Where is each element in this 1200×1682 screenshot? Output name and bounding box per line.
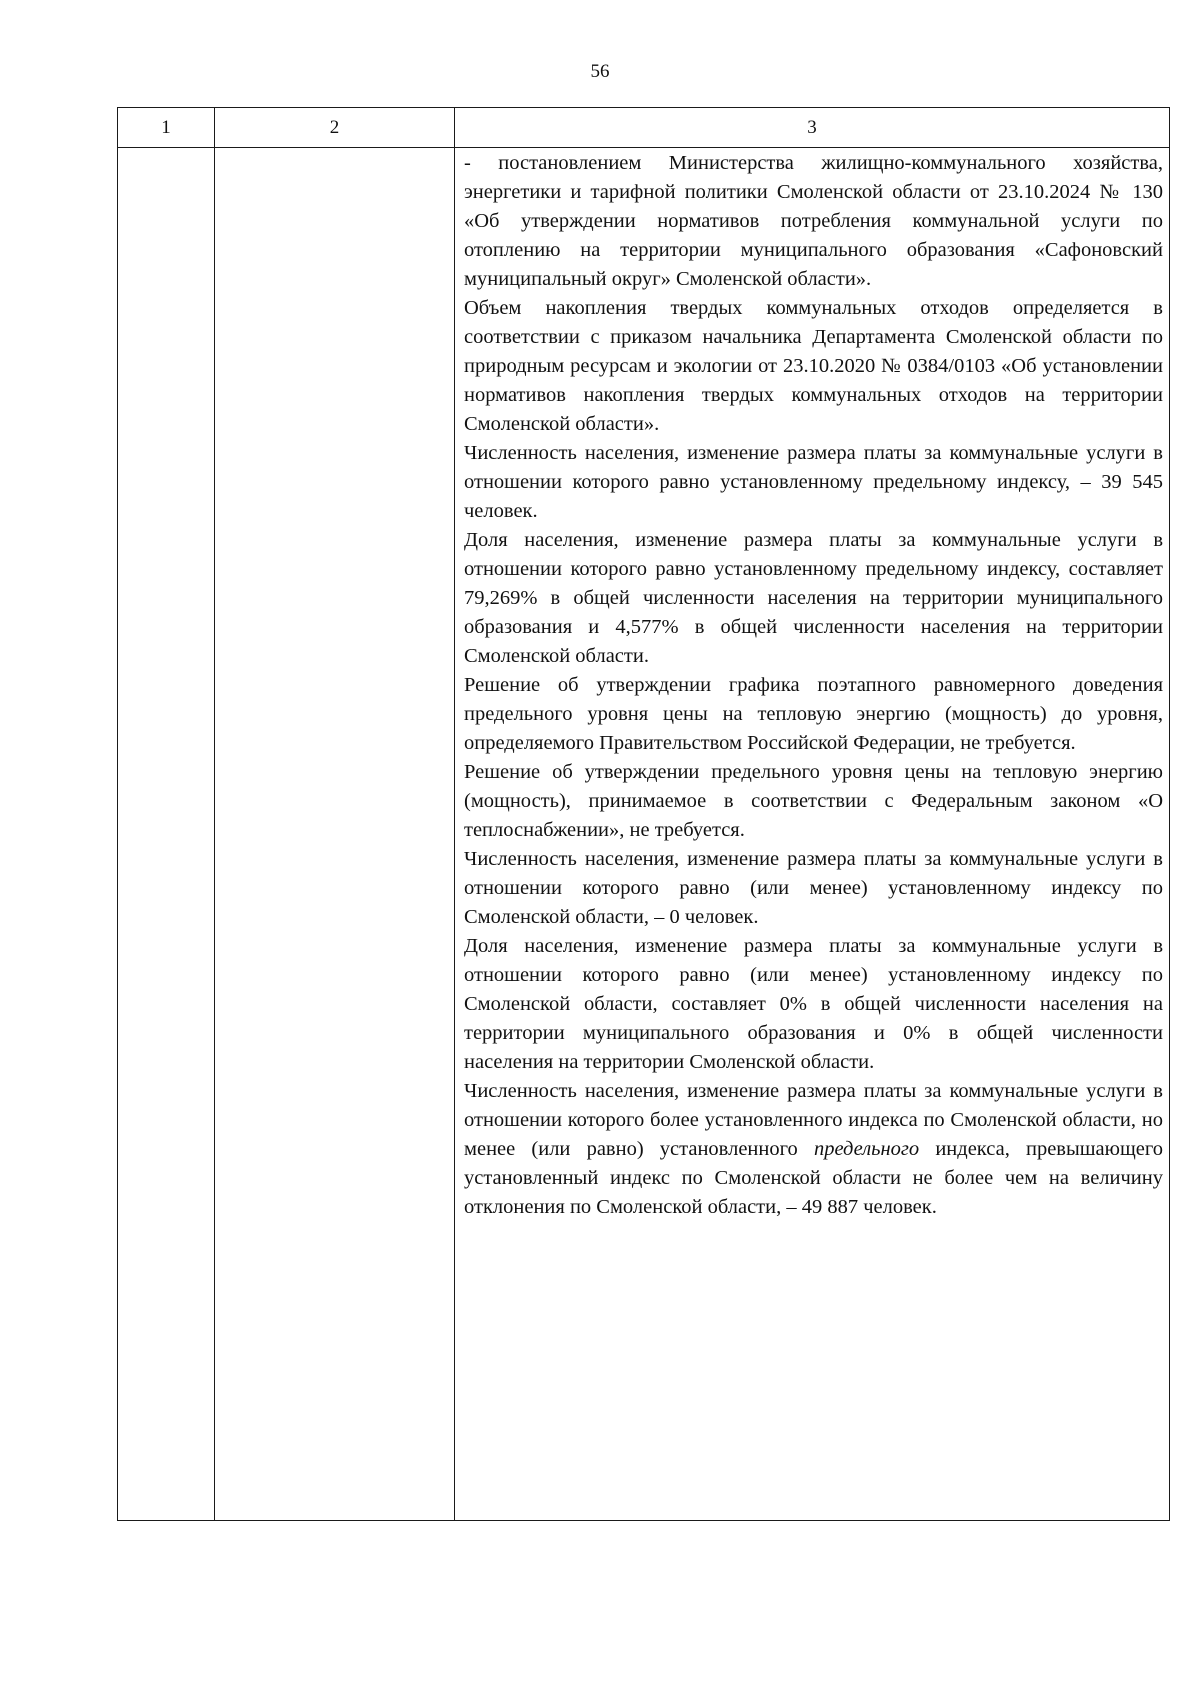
document-table xyxy=(117,107,1170,1521)
table-header-row xyxy=(118,108,1170,148)
paragraph-text-part-2: индекса, превышающего установленный индекс по Смоленской области не более чем на величину отклонения по Смоленской области, – 49 887 человек. xyxy=(464,1138,1163,1218)
paragraph-price-limit-decision: Решение об утверждении предельного уровня цены на тепловую энергию (мощность), принимаемое в соответствии с Федеральным законом «О теплоснабжении», не требуется. xyxy=(464,761,1163,841)
paragraph-population-equal-limit: Численность населения, изменение размера платы за коммунальные услуги в отношении которого равно установленному предельному индексу, – 39 545 человек. xyxy=(464,442,1163,522)
cell-column-1 xyxy=(118,148,215,1521)
cell-column-3 xyxy=(455,148,1170,1521)
column-header-1: 1 xyxy=(118,108,215,148)
column-header-3: 3 xyxy=(455,108,1170,148)
paragraph-share-equal-limit: Доля населения, изменение размера платы за коммунальные услуги в отношении которого равно установленному предельному индексу, составляет 79,269% в общей численности населения на территории муниципального образования и 4,577% в общей численности населения на территории Смоленской области. xyxy=(464,529,1163,667)
table-row xyxy=(118,148,1170,1521)
paragraph-schedule-decision: Решение об утверждении графика поэтапного равномерного доведения предельного уровня цены на тепловую энергию (мощность) до уровня, определяемого Правительством Российской Федерации, не требуется. xyxy=(464,674,1163,754)
italic-word: предельного xyxy=(813,1138,920,1160)
paragraph-resolution-ministry: - постановлением Министерства жилищно-коммунального хозяйства, энергетики и тарифной политики Смоленской области от 23.10.2024 № 130 «Об утверждении нормативов потребления коммунальной услуги по отоплению на территории муниципального образования «Сафоновский муниципальный округ» Смоленской области». xyxy=(464,152,1163,290)
cell-column-2 xyxy=(215,148,455,1521)
column-header-2: 2 xyxy=(215,108,455,148)
paragraph-share-equal-or-less: Доля населения, изменение размера платы за коммунальные услуги в отношении которого равно (или менее) установленному индексу по Смоленской области, составляет 0% в общей численности населения на территории муниципального образования и 0% в общей численности населения на территории Смоленской области. xyxy=(464,935,1163,1073)
paragraph-text-part-1: Численность населения, изменение размера платы за коммунальные услуги в отношении которого более установленного индекса по Смоленской области, но менее (или равно) установленного xyxy=(464,1080,1163,1160)
paragraph-waste-volume: Объем накопления твердых коммунальных отходов определяется в соответствии с приказом начальника Департамента Смоленской области по природным ресурсам и экологии от 23.10.2020 № 0384/0103 «Об установлении нормативов накопления твердых коммунальных отходов на территории Смоленской области». xyxy=(464,297,1163,435)
paragraph-population-equal-or-less: Численность населения, изменение размера платы за коммунальные услуги в отношении которого равно (или менее) установленному индексу по Смоленской области, – 0 человек. xyxy=(464,848,1163,928)
paragraph-population-above-index xyxy=(464,1077,1163,1222)
page-number: 56 xyxy=(590,61,610,82)
